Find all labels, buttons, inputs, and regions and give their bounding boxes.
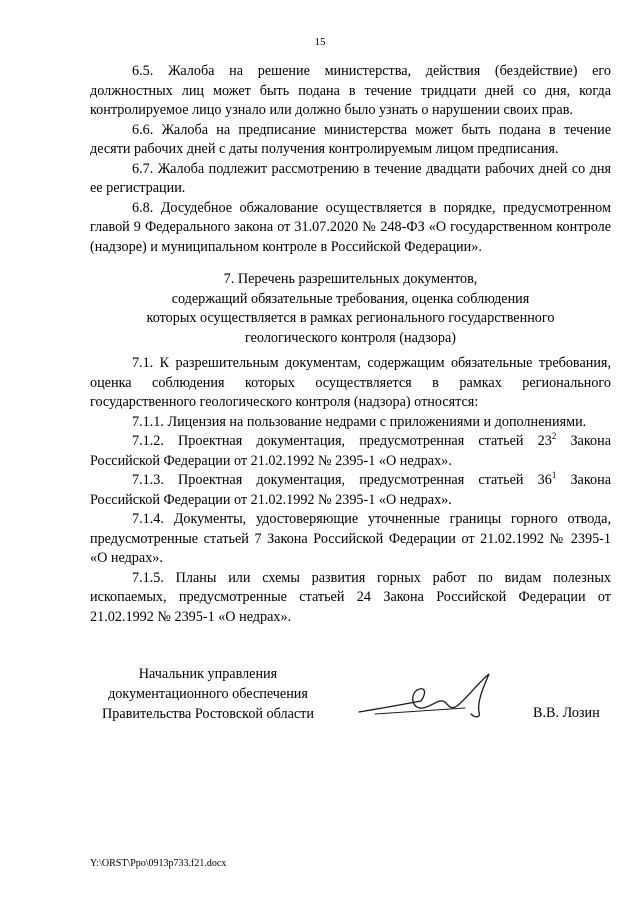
paragraph-6-7: 6.7. Жалоба подлежит рассмотрению в течение двадцати рабочих дней со дня ее регистрации. (90, 160, 611, 196)
signatory-name: В.В. Лозин (533, 705, 600, 721)
text-part: Закона Российской Федерации от 21.02.1992 № 2395-1 «О недрах». (90, 472, 611, 508)
heading-line: которых осуществляется в рамках регионального государственного (146, 310, 555, 326)
section-6-body (90, 62, 611, 257)
heading-line: геологического контроля (надзора) (245, 329, 456, 346)
text-part: 7.1.2. Проектная документация, предусмотренная статьей 23 (132, 433, 552, 449)
heading-line: 7. Перечень разрешительных документов, (223, 271, 478, 287)
signatory-title (88, 664, 328, 724)
section-7-heading (90, 270, 611, 348)
paragraph-6-6: 6.6. Жалоба на предписание министерства может быть подана в течение десяти рабочих дней с даты получения контролируемым лицом предписания. (90, 121, 611, 157)
paragraph-6-8: 6.8. Досудебное обжалование осуществляется в порядке, предусмотренном главой 9 Федерального закона от 31.07.2020 № 248-ФЗ «О государственном контроле (надзоре) и муниципальном контроле в Российской Федерации». (90, 199, 611, 255)
section-7-body (90, 354, 611, 627)
paragraph-7-1-4: 7.1.4. Документы, удостоверяющие уточненные границы горного отвода, предусмотренные статьей 7 Закона Российской Федерации от 21.02.1992 № 2395-1 «О недрах». (90, 511, 611, 566)
title-line: Начальник управления (138, 666, 278, 682)
handwritten-signature (355, 668, 515, 726)
text-part: Закона Российской Федерации от 21.02.1992 № 2395-1 «О недрах». (90, 433, 611, 469)
title-line: Правительства Ростовской области (102, 706, 314, 722)
paragraph-7-1-2 (90, 432, 611, 471)
superscript: 2 (551, 431, 557, 441)
paragraph-6-5: 6.5. Жалоба на решение министерства, действия (бездействие) его должностных лиц может быть подана в течение тридцати дней со дня, когда контролируемое лицо узнало или должно было узнать о нарушении своих прав. (90, 63, 611, 118)
superscript: 1 (551, 470, 557, 480)
text-part: 7.1.3. Проектная документация, предусмотренная статьей 36 (132, 472, 552, 488)
heading-line: содержащий обязательные требования, оценка соблюдения (171, 290, 530, 307)
file-path-footer: Y:\ORST\Ppo\0913p733.f21.docx (90, 858, 227, 869)
paragraph-7-1-1: 7.1.1. Лицензия на пользование недрами с приложениями и дополнениями. (132, 413, 587, 430)
paragraph-7-1: 7.1. К разрешительным документам, содержащим обязательные требования, оценка соблюдения которых осуществляется в рамках регионального государственного геологического контроля (надзора) относятся: (90, 355, 611, 410)
title-line: документационного обеспечения (108, 686, 308, 702)
page-number: 15 (314, 36, 326, 48)
paragraph-7-1-5: 7.1.5. Планы или схемы развития горных работ по видам полезных ископаемых, предусмотренные статьей 24 Закона Российской Федерации от 21.02.1992 № 2395-1 «О недрах». (90, 569, 611, 625)
paragraph-7-1-3 (90, 471, 611, 510)
